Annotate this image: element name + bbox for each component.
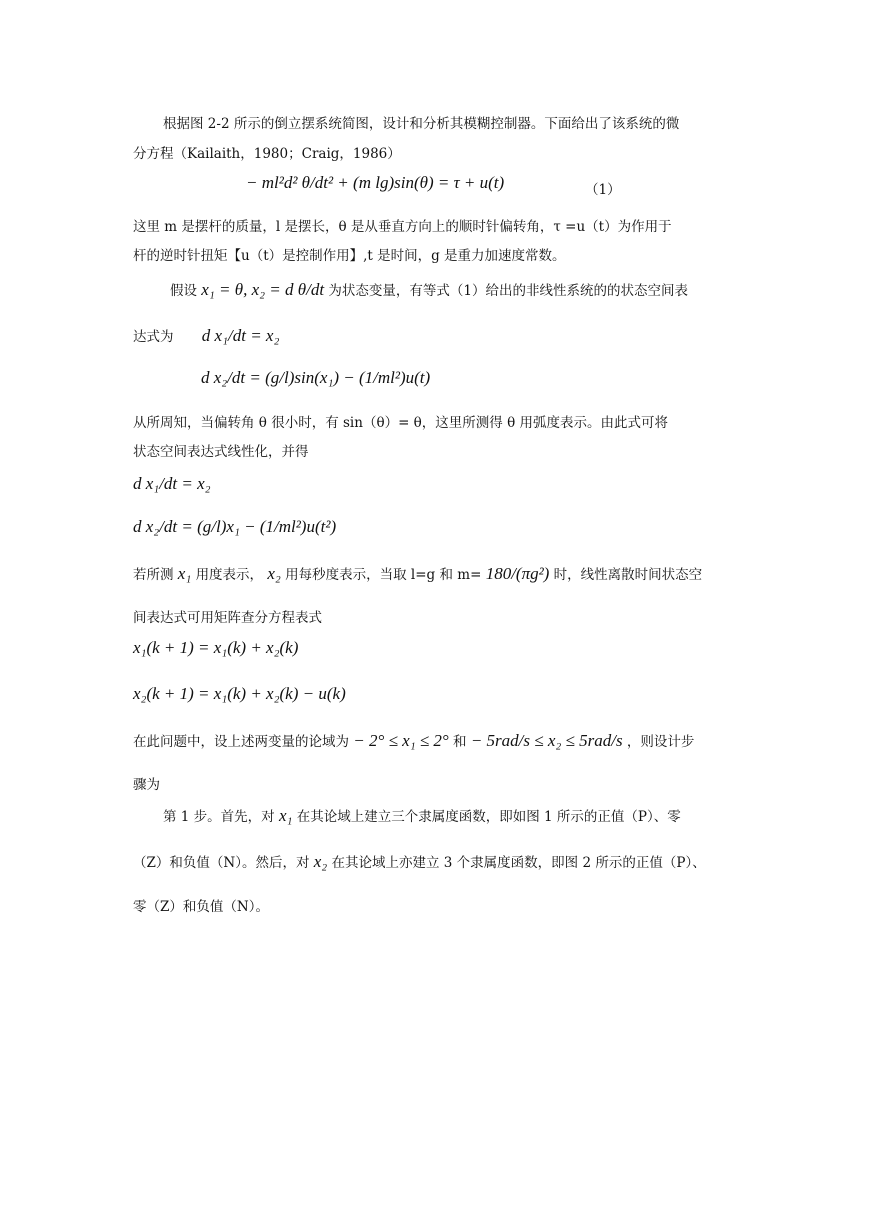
text-fragment: 时，线性离散时间状态空 <box>553 567 703 583</box>
discrete-equation-1: x₁(k + 1) = x₁(k) + x₂(k) <box>133 638 299 657</box>
para-3-line-2: 状态空间表达式线性化，并得 <box>133 444 309 460</box>
para-4-line-2: 间表达式可用矩阵查分方程表式 <box>133 610 322 626</box>
linear-equation-2: d x₂/dt = (g/l)x₁ − (1/ml²)u(t²) <box>133 517 337 536</box>
assumption-suffix: 为状态变量，有等式（1）给出的非线性系统的的状态空间表 <box>328 283 688 299</box>
para-5-line-1 <box>133 733 738 750</box>
text-fragment: 在此问题中，设上述两变量的论域为 <box>133 734 349 750</box>
assumption-line <box>170 282 775 299</box>
linear-equation-1: d x₁/dt = x₂ <box>133 474 211 493</box>
text-fragment: ，则设计步 <box>626 734 695 750</box>
text-fragment: 和 <box>453 734 467 750</box>
state-equation-1: d x₁/dt = x₂ <box>201 326 280 345</box>
assumption-prefix: 假设 <box>170 283 197 299</box>
var-x1: x₁ <box>278 806 293 825</box>
para-1-line-2: 分方程（Kailaith，1980；Craig，1986） <box>133 146 401 162</box>
para-2-line-2: 杆的逆时针扭矩【u（t）是控制作用】,t 是时间，g 是重力加速度常数。 <box>133 248 566 264</box>
state-eq-line-1 <box>133 328 738 345</box>
state-equation-2: d x₂/dt = (g/l)sin(x₁) − (1/ml²)u(t) <box>201 368 431 387</box>
text-fragment: 用度表示， <box>195 567 264 583</box>
para-3-line-1: 从所周知，当偏转角 θ 很小时，有 sin（θ）= θ，这里所测得 θ 用弧度表示。由此式可将 <box>133 415 669 431</box>
mass-formula: 180/(πg²) <box>485 564 550 583</box>
text-fragment: 用每秒度表示，当取 l=g 和 m= <box>285 567 482 583</box>
para-4-line-1 <box>133 566 738 583</box>
var-x1: x₁ <box>177 564 192 583</box>
equation-1: − ml²d² θ/dt² + (m lg)sin(θ) = τ + u(t) <box>246 173 505 192</box>
para-6-line-1 <box>163 808 768 825</box>
range-x1: − 2° ≤ x₁ ≤ 2° <box>353 731 449 750</box>
para-1-line-1: 根据图 2-2 所示的倒立摆系统简图，设计和分析其模糊控制器。下面给出了该系统的微 <box>163 116 680 132</box>
text-fragment: （Z）和负值（N）。然后，对 <box>133 855 310 871</box>
equation-1-number: （1） <box>585 182 621 198</box>
text-fragment: 若所测 <box>133 567 174 583</box>
range-x2: − 5rad/s ≤ x₂ ≤ 5rad/s <box>470 731 623 750</box>
var-x2: x₂ <box>313 852 328 871</box>
discrete-equation-2: x₂(k + 1) = x₁(k) + x₂(k) − u(k) <box>133 684 346 703</box>
assumption-formula: x₁ = θ, x₂ = d θ/dt <box>201 280 325 299</box>
text-fragment: 第 1 步。首先，对 <box>163 809 275 825</box>
para-2-line-1: 这里 m 是摆杆的质量，l 是摆长，θ 是从垂直方向上的顺时针偏转角，τ =u（t）为作用于 <box>133 219 672 235</box>
para-5-line-2: 骤为 <box>133 777 160 793</box>
para-6-line-2 <box>133 854 738 871</box>
var-x2: x₂ <box>267 564 281 583</box>
text-fragment: 在其论域上亦建立 3 个隶属度函数，即图 2 所示的正值（P）、 <box>331 855 706 871</box>
para-6-line-3: 零（Z）和负值（N）。 <box>133 899 269 915</box>
state-eq-intro: 达式为 <box>133 329 174 345</box>
text-fragment: 在其论域上建立三个隶属度函数，即如图 1 所示的正值（P）、零 <box>296 809 681 825</box>
